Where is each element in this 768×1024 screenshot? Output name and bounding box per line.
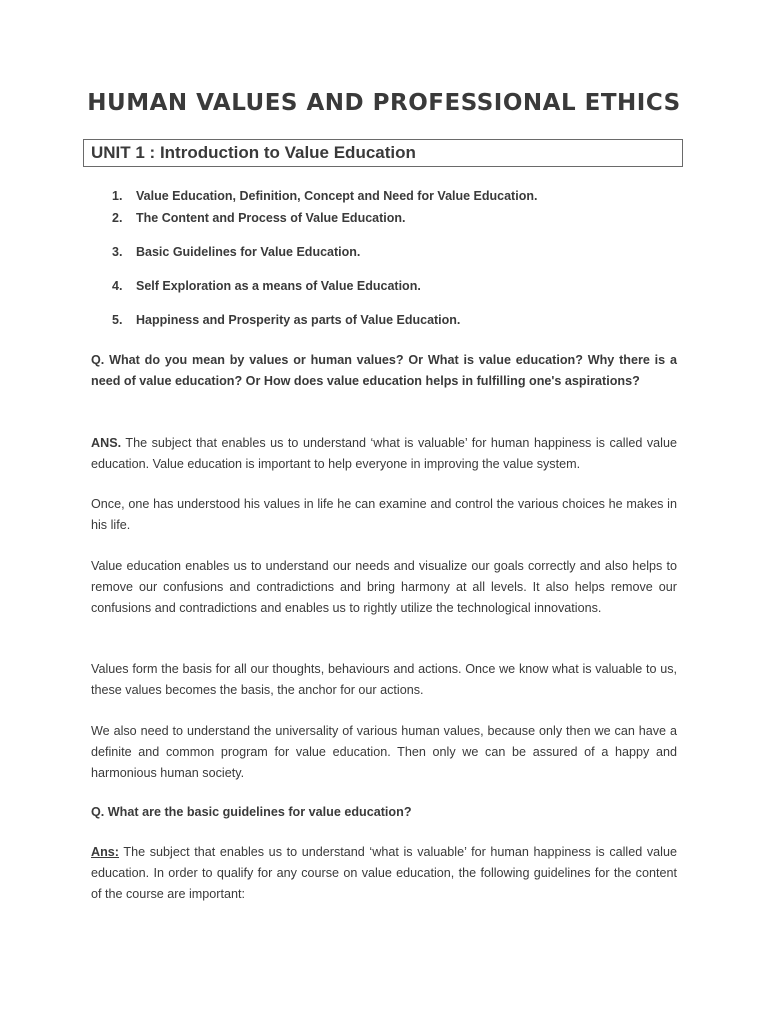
toc-item-4	[112, 279, 421, 293]
toc-item-1	[112, 189, 537, 203]
paragraph-3: Value education enables us to understand our needs and visualize our goals correctly and also helps to remove our confusions and contradictions and bring harmony at all levels. It also helps remove our confusions and contradictions and enables us to rightly utilize the technological innovations.	[91, 559, 677, 615]
answer-2	[91, 842, 677, 904]
answer-label: Ans:	[91, 845, 119, 859]
answer-1	[91, 433, 677, 475]
question-1: Q. What do you mean by values or human values? Or What is value education? Why there is a need of value education? Or How does value education helps in fulfilling one's aspirations?	[91, 353, 677, 388]
toc-text: Happiness and Prosperity as parts of Value Education.	[136, 313, 461, 327]
toc-item-3	[112, 245, 360, 259]
toc-number: 1.	[112, 189, 123, 203]
toc-text: Basic Guidelines for Value Education.	[136, 245, 361, 259]
toc-text: Self Exploration as a means of Value Education.	[136, 279, 421, 293]
toc-number: 5.	[112, 313, 123, 327]
paragraph-5: We also need to understand the universality of various human values, because only then we can have a definite and common program for value education. Then only we can be assured of a happy and harmonious human society.	[91, 724, 677, 780]
unit-heading: UNIT 1 : Introduction to Value Education	[91, 143, 416, 162]
paragraph-2: Once, one has understood his values in life he can examine and control the various choices he makes in his life.	[91, 497, 677, 532]
toc-item-2	[112, 211, 406, 225]
question-2: Q. What are the basic guidelines for value education?	[91, 805, 412, 819]
answer-label: ANS.	[91, 436, 122, 450]
toc-text: Value Education, Definition, Concept and Need for Value Education.	[136, 189, 538, 203]
paragraph-4: Values form the basis for all our thoughts, behaviours and actions. Once we know what is valuable to us, these values becomes the basis, the anchor for our actions.	[91, 662, 677, 697]
toc-text: The Content and Process of Value Education.	[136, 211, 406, 225]
answer-text: The subject that enables us to understand ‘what is valuable’ for human happiness is called value education. In order to qualify for any course on value education, the following guidelines for the content of the course are important:	[91, 845, 677, 901]
toc-item-5	[112, 313, 460, 327]
unit-heading-box	[83, 139, 683, 167]
toc-number: 3.	[112, 245, 123, 259]
answer-text: The subject that enables us to understand ‘what is valuable’ for human happiness is called value education. Value education is important to help everyone in improving the value system.	[91, 436, 677, 471]
toc-number: 2.	[112, 211, 123, 225]
document-title: HUMAN VALUES AND PROFESSIONAL ETHICS	[87, 90, 681, 116]
toc-number: 4.	[112, 279, 123, 293]
